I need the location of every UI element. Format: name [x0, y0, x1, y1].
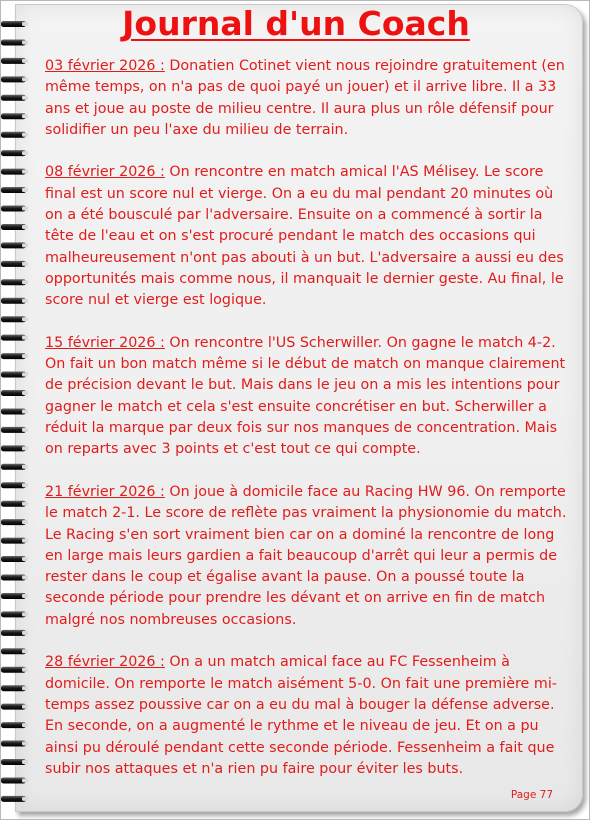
- entry-text: On joue à domicile face au Racing HW 96. On remporte le match 2-1. Le score de reflète pas vraiment la physionomie du match. Le Racing s'en sort vraiment bien car on a dominé la rencontre de long en large mais leurs gardien a fait beaucoup d'arrêt qui leur a permis de rester dans le coup et égalise avant la pause. On a poussé toute la seconde période pour prendre les dévant et on arrive en fin de match malgré nos nombreuses occasions.: [45, 483, 567, 628]
- entry-date: 15 février 2026 :: [45, 334, 165, 351]
- journal-entry: [45, 652, 570, 780]
- spiral-hole: [22, 520, 28, 524]
- spiral-hole: [22, 114, 28, 118]
- journal-entry: [45, 56, 570, 141]
- spiral-hole: [22, 299, 28, 303]
- spiral-hole: [22, 151, 28, 155]
- spiral-hole: [22, 778, 28, 782]
- spiral-hole: [22, 262, 28, 266]
- spiral-binding-icon: [1, 13, 31, 813]
- entry-date: 08 février 2026 :: [45, 164, 165, 181]
- spiral-hole: [22, 576, 28, 580]
- entry-date: 28 février 2026 :: [45, 654, 165, 671]
- spiral-hole: [22, 59, 28, 63]
- entry-text: On a un match amical face au FC Fessenheim à domicile. On remporte le match aisément 5-0. On fait une première mi-temps assez poussive car on a eu du mal à bouger la défense adverse. En seconde, on a augmenté le rythme et le niveau de jeu. Et on a pu ainsi pu déroulé pendant cette seconde période. Fessenheim a fait que subir nos attaques et n'a rien pu faire pour éviter les buts.: [45, 654, 557, 777]
- spiral-hole: [22, 207, 28, 211]
- spiral-hole: [22, 649, 28, 653]
- page-number: Page 77: [510, 789, 553, 801]
- spiral-hole: [22, 133, 28, 137]
- spiral-hole: [22, 354, 28, 358]
- spiral-hole: [22, 188, 28, 192]
- entry-date: 03 février 2026 :: [45, 58, 165, 74]
- spiral-hole: [22, 170, 28, 174]
- spiral-hole: [22, 594, 28, 598]
- spiral-hole: [22, 409, 28, 413]
- spiral-hole: [22, 557, 28, 561]
- spiral-hole: [22, 373, 28, 377]
- spiral-hole: [22, 336, 28, 340]
- spiral-hole: [22, 612, 28, 616]
- spiral-hole: [22, 317, 28, 321]
- spiral-hole: [22, 742, 28, 746]
- spiral-hole: [22, 77, 28, 81]
- spiral-hole: [22, 502, 28, 506]
- spiral-hole: [22, 465, 28, 469]
- journal-entry: [45, 482, 570, 631]
- spiral-hole: [22, 539, 28, 543]
- spiral-hole: [22, 280, 28, 284]
- spiral-hole: [22, 96, 28, 100]
- spiral-hole: [22, 723, 28, 727]
- spiral-hole: [22, 631, 28, 635]
- page-title: Journal d'un Coach: [122, 4, 470, 43]
- spiral-hole: [22, 428, 28, 432]
- spiral-hole: [22, 668, 28, 672]
- spiral-hole: [22, 483, 28, 487]
- spiral-hole: [22, 446, 28, 450]
- spiral-hole: [22, 391, 28, 395]
- journal-entry: [45, 333, 570, 461]
- entry-text: On rencontre l'US Scherwiller. On gagne le match 4-2. On fait un bon match même si le début de match on manque clairement de précision devant le but. Mais dans le jeu on a mis les intentions pour gagner le match et cela s'est ensuite concrétiser en but. Scherwiller a réduit la marque par deux fois sur nos manques de concentration. Mais on reparts avec 3 points et c'est tout ce qui compte.: [45, 334, 566, 458]
- spiral-hole: [22, 225, 28, 229]
- entry-date: 21 février 2026 :: [45, 483, 165, 500]
- spiral-hole: [22, 705, 28, 709]
- entry-text: On rencontre en match amical l'AS Mélisey. Le score final est un score nul et vierge. On a eu du mal pendant 20 minutes où on a été bousculé par l'adversaire. Ensuite on a commencé à sortir la tête de l'eau et on s'est procuré pendant le match des occasions qui malheureusement n'ont pas abouti à un but. L'adversaire a aussi eu des opportunités mais comme nous, il manquait le dernier geste. Au final, le score nul et vierge est logique.: [45, 164, 564, 309]
- spiral-hole: [22, 797, 28, 801]
- journal-entry: [45, 162, 570, 311]
- spiral-hole: [22, 686, 28, 690]
- spiral-hole: [22, 243, 28, 247]
- spiral-hole: [22, 760, 28, 764]
- journal-entries: [45, 56, 570, 801]
- entry-text: Donatien Cotinet vient nous rejoindre gratuitement (en même temps, on n'a pas de quoi payé un jouer) et il arrive libre. Il a 33 ans et joue au poste de milieu centre. Il aura plus un rôle défensif pour solidifier un peu l'axe du milieu de terrain.: [45, 58, 565, 138]
